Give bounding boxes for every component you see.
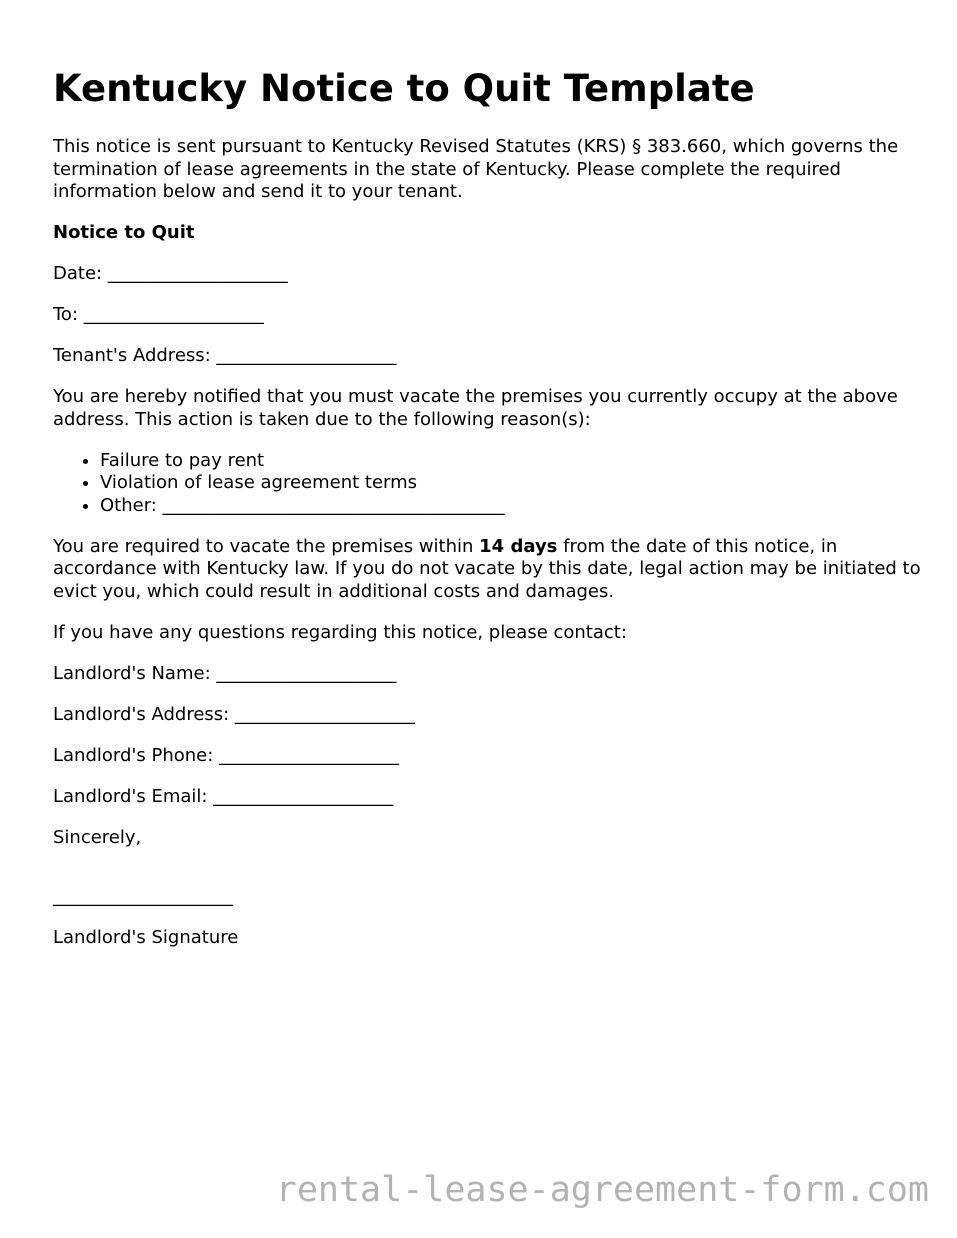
watermark-text: rental-lease-agreement-form.com: [275, 1170, 929, 1210]
vacate-text-before: You are required to vacate the premises within: [53, 535, 480, 557]
tenant-address-field: Tenant's Address: ____________________: [53, 345, 397, 366]
intro-paragraph: This notice is sent pursuant to Kentucky Revised Statutes (KRS) § 383.660, which governs the termination of lease agreements in the state of Kentucky. Please complete the required information below and send it to your tenant.: [53, 136, 899, 202]
section-heading: Notice to Quit: [53, 222, 195, 243]
document-page: [53, 62, 923, 968]
vacate-text-after: from the date of this notice, in accordance with Kentucky law. If you do not vacate by this date, legal action may be initiated to evict you, which could result in additional costs and damages.: [53, 535, 921, 602]
reasons-list: [53, 450, 923, 518]
date-field: Date: ____________________: [53, 263, 288, 284]
landlord-name-field: Landlord's Name: ____________________: [53, 662, 397, 684]
vacate-paragraph: [53, 536, 923, 604]
signature-label: Landlord's Signature: [53, 926, 239, 948]
signature-gap: [53, 868, 923, 886]
list-item: • Other: ______________________________________: [100, 495, 923, 518]
landlord-address-field: Landlord's Address: ____________________: [53, 703, 415, 725]
list-item: • Failure to pay rent: [100, 450, 923, 473]
list-item: • Violation of lease agreement terms: [100, 472, 923, 495]
vacate-days: 14 days: [479, 535, 558, 557]
signature-line: ____________________: [53, 885, 233, 907]
contact-paragraph: If you have any questions regarding this notice, please contact:: [53, 621, 627, 643]
notice-paragraph: You are hereby notified that you must vacate the premises you currently occupy at the above address. This action is taken due to the following reason(s):: [53, 386, 898, 430]
closing-text: Sincerely,: [53, 826, 142, 848]
document-title: Kentucky Notice to Quit Template: [53, 67, 755, 110]
landlord-phone-field: Landlord's Phone: ____________________: [53, 744, 400, 766]
to-field: To: ____________________: [53, 304, 264, 325]
landlord-email-field: Landlord's Email: ____________________: [53, 785, 394, 807]
